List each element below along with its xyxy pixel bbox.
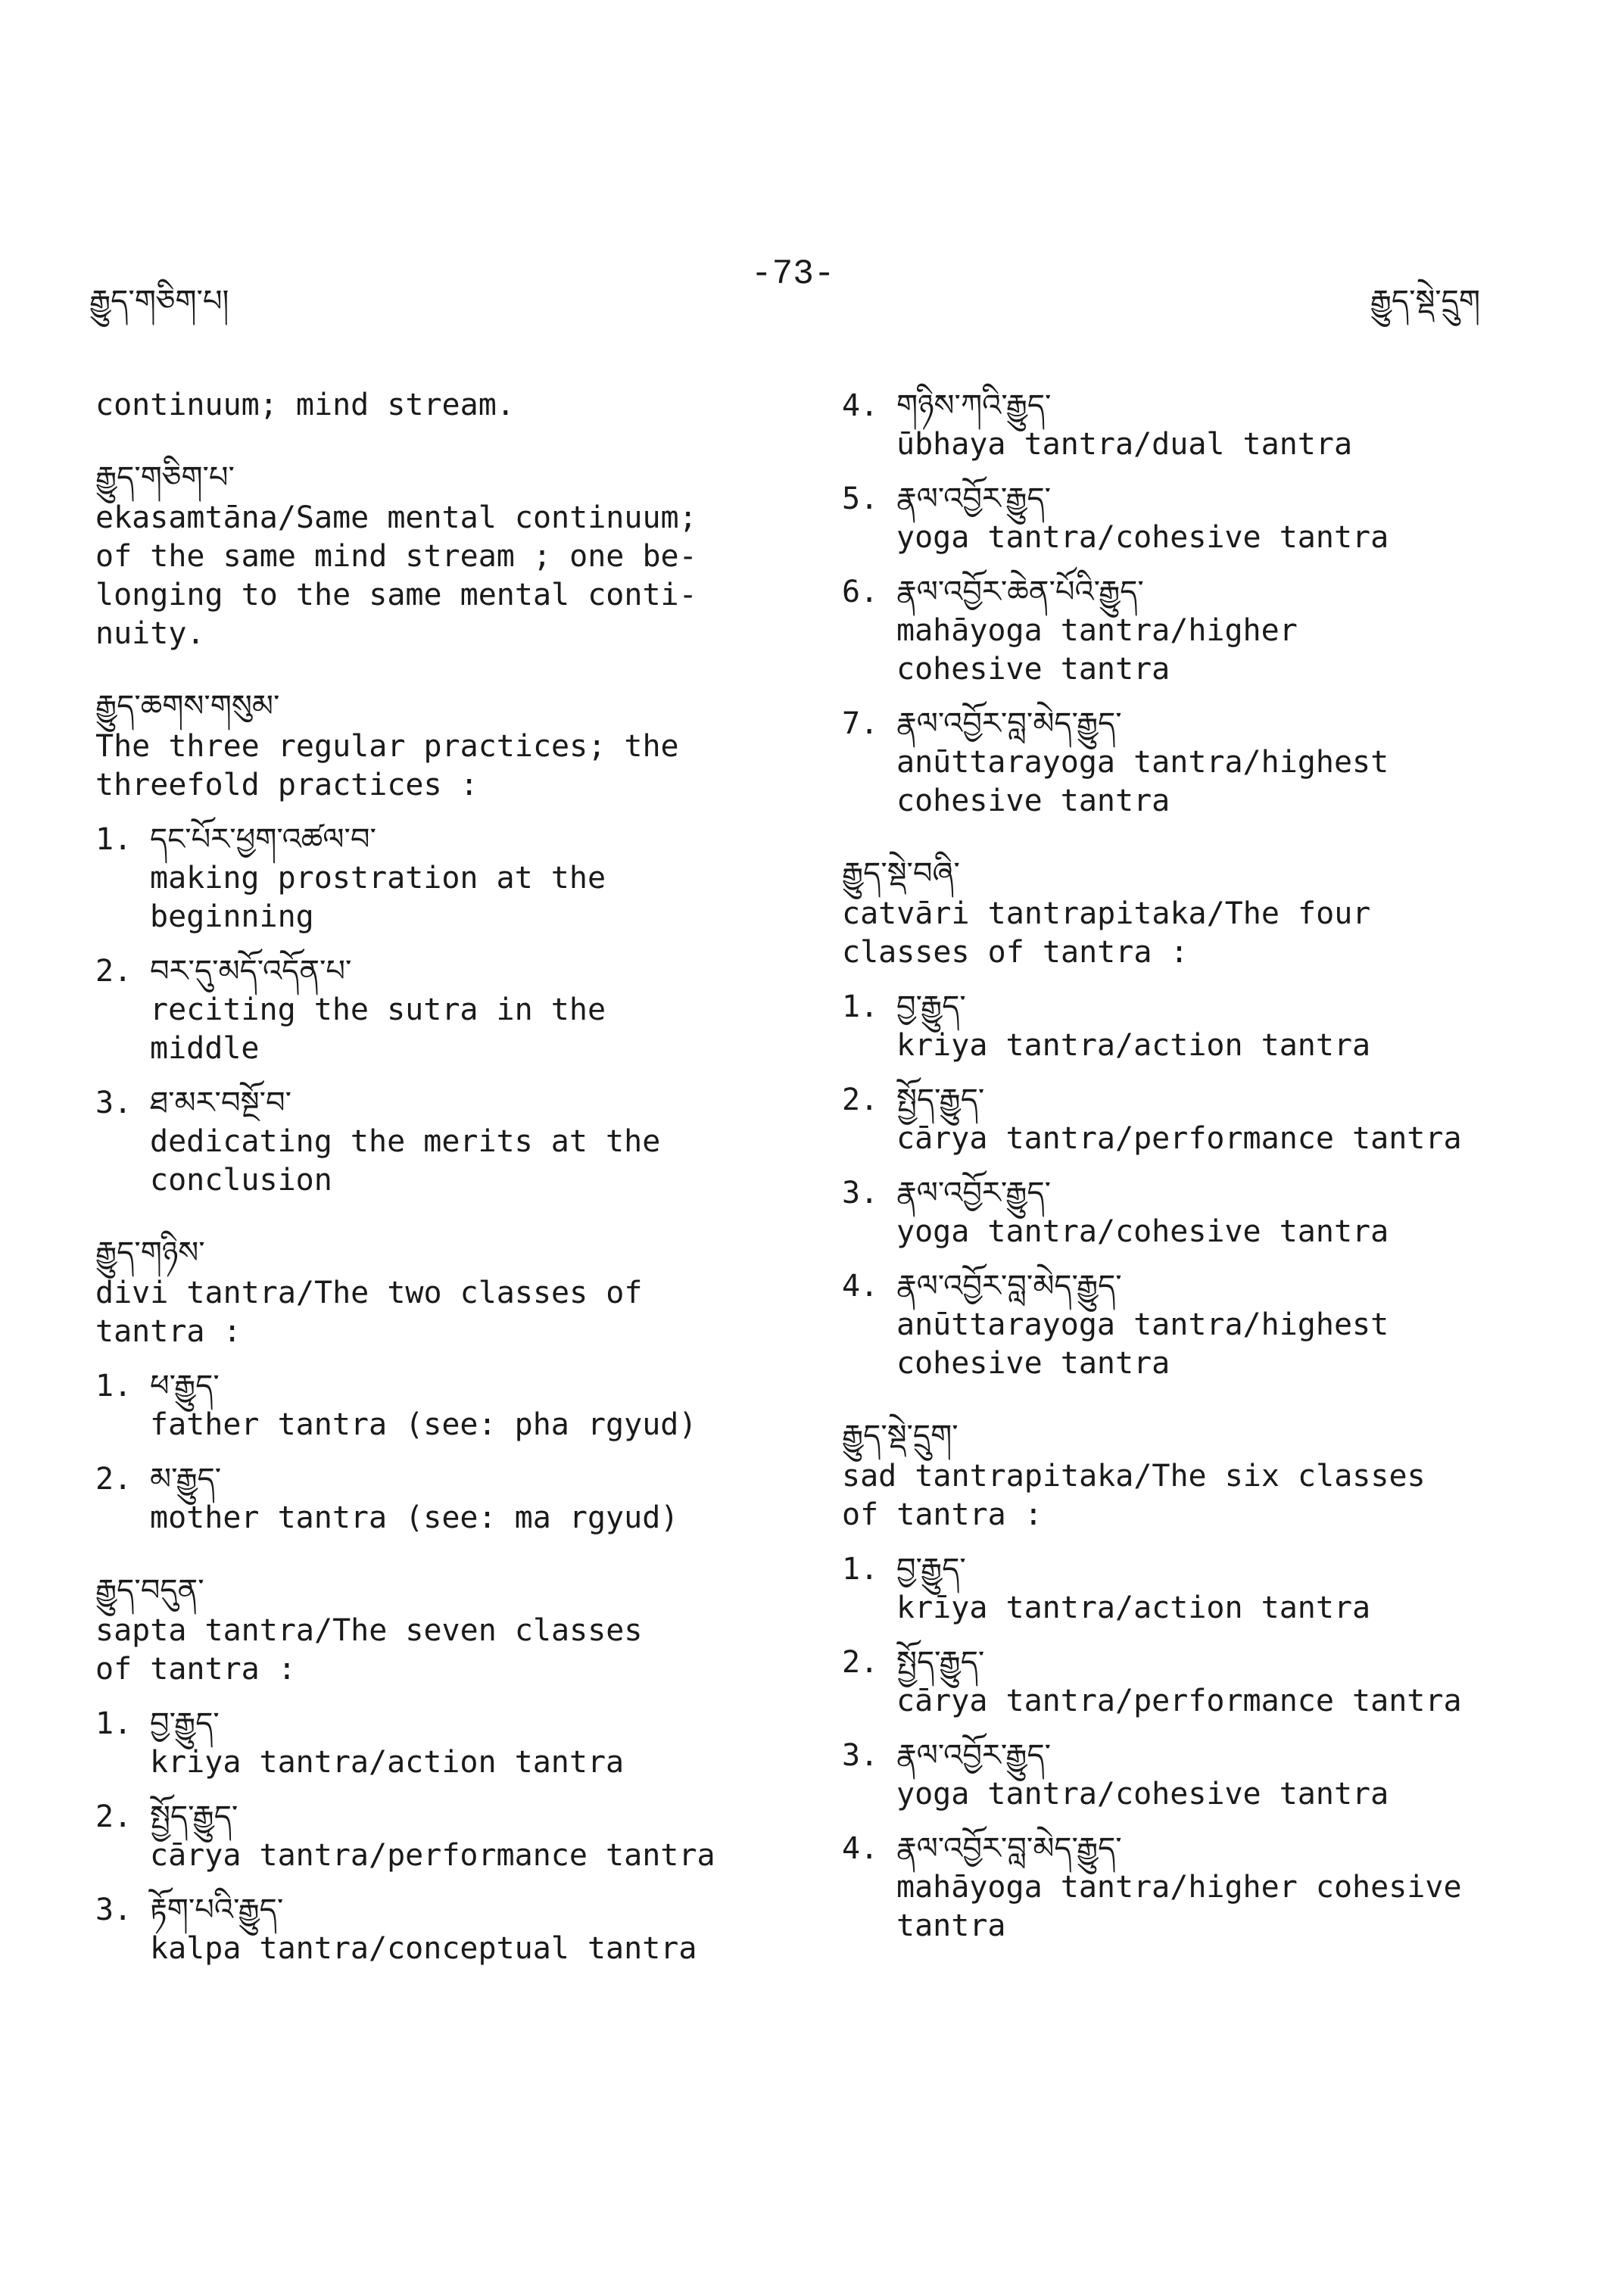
item-tibetan: རྣལ་འབྱོར་བླ་མེད་རྒྱུད་ bbox=[896, 1269, 1122, 1304]
item-number: 1. bbox=[842, 1552, 879, 1587]
entry-definition: divi tantra/The two classes of tantra : bbox=[95, 1276, 643, 1349]
continued-list bbox=[842, 386, 1523, 821]
item-text: yoga tantra/cohesive tantra bbox=[896, 1777, 1389, 1812]
entry-headword: རྒྱུད་བདུན་ bbox=[95, 1573, 204, 1608]
item-tibetan: སྤྱོད་རྒྱུད་ bbox=[150, 1799, 238, 1834]
list-item bbox=[95, 820, 792, 936]
item-text: mother tantra (see: ma rgyud) bbox=[150, 1500, 679, 1535]
item-text: ūbhaya tantra/dual tantra bbox=[896, 427, 1353, 462]
entry-definition: The three regular practices; the threefold practices : bbox=[95, 729, 679, 802]
item-tibetan: བྱ་རྒྱུད་ bbox=[896, 1552, 966, 1587]
item-number: 1. bbox=[842, 989, 879, 1024]
page-number: -73- bbox=[751, 254, 835, 294]
item-tibetan: བྱ་རྒྱུད་ bbox=[150, 1706, 220, 1741]
item-tibetan: རྣལ་འབྱོར་ཆེན་པོའི་རྒྱུད་ bbox=[896, 575, 1144, 609]
entry-list bbox=[842, 987, 1523, 1383]
item-text: cārya tantra/performance tantra bbox=[896, 1121, 1462, 1156]
entry-list bbox=[95, 1704, 792, 1968]
item-text: kriya tantra/action tantra bbox=[896, 1028, 1371, 1063]
item-text: mahāyoga tantra/higher cohesive tantra bbox=[896, 1870, 1462, 1943]
item-number: 4. bbox=[842, 1831, 879, 1866]
list-item bbox=[95, 952, 792, 1068]
entry-headword: རྒྱུད་སྡེ་བཞི་ bbox=[842, 856, 960, 891]
list-item bbox=[842, 1643, 1523, 1721]
entry-headword: རྒྱུད་ཆགས་གསུམ་ bbox=[95, 689, 280, 724]
item-number: 3. bbox=[95, 1086, 132, 1120]
item-tibetan: དང་པོར་ཕྱག་འཚལ་བ་ bbox=[150, 822, 376, 857]
item-tibetan: རྟོག་པའི་རྒྱུད་ bbox=[150, 1893, 284, 1927]
entry-headword: རྒྱུད་གཉིས་ bbox=[95, 1235, 205, 1270]
item-number: 7. bbox=[842, 706, 879, 741]
continued-definition: continuum; mind stream. bbox=[95, 388, 515, 422]
item-number: 2. bbox=[95, 1799, 132, 1834]
entry-definition: sapta tantra/The seven classes of tantra : bbox=[95, 1613, 643, 1687]
item-number: 3. bbox=[95, 1893, 132, 1927]
item-text: mahāyoga tantra/higher cohesive tantra bbox=[896, 613, 1298, 687]
item-number: 2. bbox=[842, 1083, 879, 1117]
item-number: 2. bbox=[95, 954, 132, 989]
item-text: father tantra (see: pha rgyud) bbox=[150, 1407, 697, 1442]
list-item bbox=[842, 1829, 1523, 1946]
item-text: kriya tantra/action tantra bbox=[150, 1745, 625, 1780]
list-item bbox=[842, 572, 1523, 689]
item-tibetan: རྣལ་འབྱོར་རྒྱུད་ bbox=[896, 1176, 1051, 1210]
item-tibetan: བར་དུ་མདོ་འདོན་པ་ bbox=[150, 954, 352, 989]
dictionary-entry bbox=[842, 854, 1523, 1383]
item-number: 1. bbox=[95, 822, 132, 857]
item-number: 6. bbox=[842, 575, 879, 609]
list-item bbox=[95, 1083, 792, 1200]
item-number: 1. bbox=[95, 1706, 132, 1741]
list-item bbox=[842, 1080, 1523, 1158]
item-tibetan: གཉིས་ཀའི་རྒྱུད་ bbox=[896, 388, 1052, 423]
item-number: 1. bbox=[95, 1369, 132, 1404]
right-column bbox=[842, 386, 1523, 1961]
item-number: 4. bbox=[842, 1269, 879, 1304]
entry-list bbox=[95, 1366, 792, 1537]
item-text: yoga tantra/cohesive tantra bbox=[896, 1214, 1389, 1249]
item-tibetan: རྣལ་འབྱོར་རྒྱུད་ bbox=[896, 1738, 1051, 1773]
entry-definition: catvāri tantrapitaka/The four classes of tantra : bbox=[842, 896, 1371, 970]
item-text: kalpa tantra/conceptual tantra bbox=[150, 1931, 697, 1966]
dictionary-entry bbox=[95, 458, 792, 653]
list-item bbox=[95, 1890, 792, 1968]
item-tibetan: རྣལ་འབྱོར་བླ་མེད་རྒྱུད་ bbox=[896, 1831, 1122, 1866]
item-tibetan: སྤྱོད་རྒྱུད་ bbox=[896, 1083, 985, 1117]
list-item bbox=[842, 1266, 1523, 1383]
running-header-right: རྒྱུད་སྡེ་དྲུག bbox=[1370, 284, 1480, 319]
list-item bbox=[842, 479, 1523, 557]
item-number: 3. bbox=[842, 1176, 879, 1210]
item-text: yoga tantra/cohesive tantra bbox=[896, 520, 1389, 555]
entry-list bbox=[95, 820, 792, 1200]
item-number: 2. bbox=[95, 1462, 132, 1497]
item-tibetan: ཐ་མར་བསྔོ་བ་ bbox=[150, 1086, 292, 1120]
item-text: krīya tantra/action tantra bbox=[896, 1590, 1371, 1625]
list-item bbox=[842, 704, 1523, 821]
item-tibetan: ཕ་རྒྱུད་ bbox=[150, 1369, 220, 1404]
list-item bbox=[95, 1704, 792, 1782]
item-number: 3. bbox=[842, 1738, 879, 1773]
list-item bbox=[842, 1550, 1523, 1628]
item-text: cārya tantra/performance tantra bbox=[150, 1838, 715, 1873]
item-tibetan: མ་རྒྱུད་ bbox=[150, 1462, 222, 1497]
item-tibetan: རྣལ་འབྱོར་བླ་མེད་རྒྱུད་ bbox=[896, 706, 1122, 741]
item-number: 2. bbox=[842, 1645, 879, 1680]
item-text: cārya tantra/performance tantra bbox=[896, 1684, 1462, 1718]
item-text: making prostration at the beginning bbox=[150, 861, 606, 934]
list-item bbox=[842, 987, 1523, 1065]
entry-headword: རྒྱུད་སྡེ་དྲུག་ bbox=[842, 1419, 959, 1453]
item-tibetan: རྣལ་འབྱོར་རྒྱུད་ bbox=[896, 481, 1051, 516]
running-header-left: རྒྱུད་གཅིག་པ། bbox=[89, 284, 229, 319]
dictionary-entry bbox=[95, 687, 792, 1200]
list-item bbox=[95, 1460, 792, 1537]
item-number: 5. bbox=[842, 481, 879, 516]
list-item bbox=[842, 1736, 1523, 1814]
item-tibetan: སྤྱོད་རྒྱུད་ bbox=[896, 1645, 985, 1680]
item-number: 4. bbox=[842, 388, 879, 423]
list-item bbox=[95, 1797, 792, 1875]
list-item bbox=[842, 386, 1523, 464]
list-item bbox=[842, 1173, 1523, 1251]
left-column bbox=[95, 386, 792, 1983]
item-tibetan: བྱ་རྒྱུད་ bbox=[896, 989, 966, 1024]
entry-definition: ekasamtāna/Same mental continuum; of the same mind stream ; one be- longing to the same mental conti- nuity. bbox=[95, 500, 697, 651]
entry-list bbox=[842, 1550, 1523, 1946]
entry-definition: sad tantrapitaka/The six classes of tantra : bbox=[842, 1459, 1426, 1532]
item-text: anūttarayoga tantra/highest cohesive tantra bbox=[896, 745, 1389, 818]
dictionary-entry bbox=[95, 1571, 792, 1968]
item-text: dedicating the merits at the conclusion bbox=[150, 1124, 661, 1198]
item-text: reciting the sutra in the middle bbox=[150, 992, 606, 1066]
entry-headword: རྒྱུད་གཅིག་པ་ bbox=[95, 460, 235, 495]
list-item bbox=[95, 1366, 792, 1444]
dictionary-entry bbox=[842, 1416, 1523, 1946]
dictionary-entry bbox=[95, 1233, 792, 1537]
item-text: anūttarayoga tantra/highest cohesive tantra bbox=[896, 1307, 1389, 1381]
